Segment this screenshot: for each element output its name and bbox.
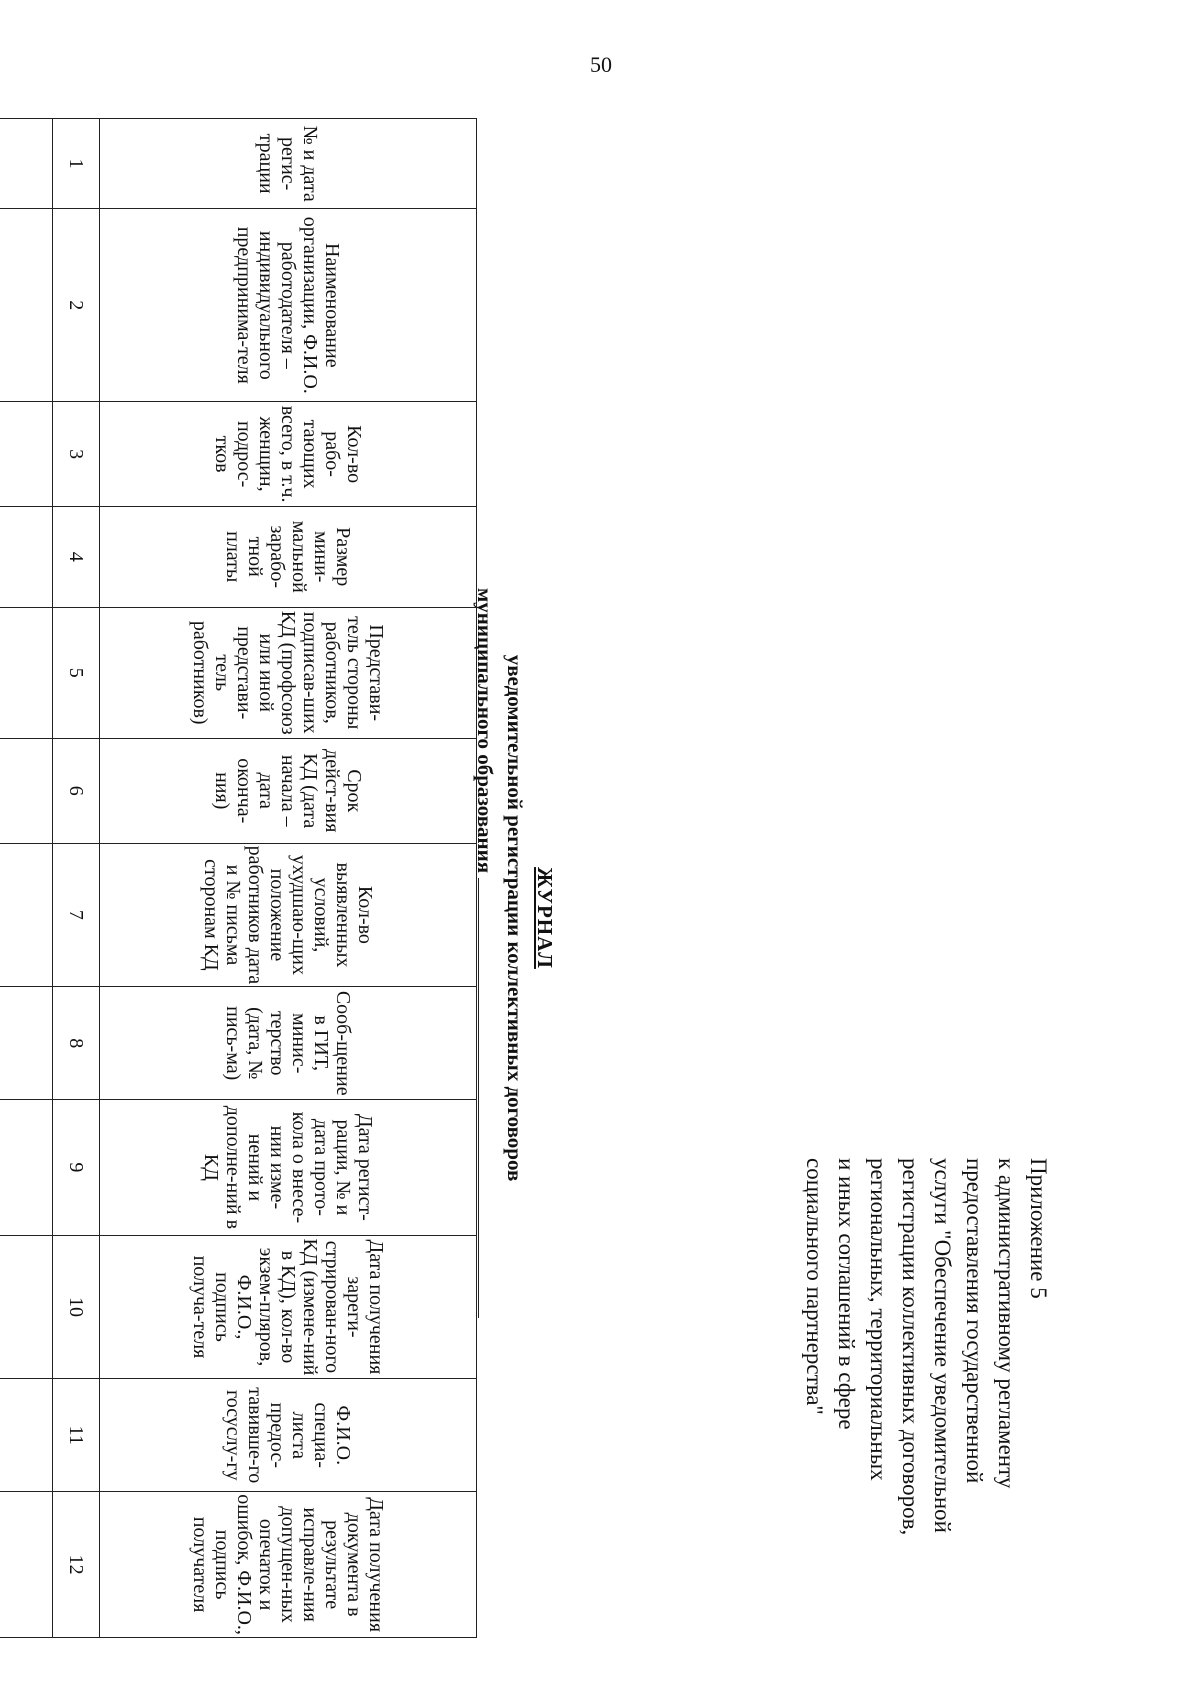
title-heading: ЖУРНАЛ: [533, 867, 557, 969]
page-number: 50: [590, 52, 612, 77]
column-number: 5: [53, 607, 100, 738]
empty-entry-row: [0, 119, 53, 1638]
header-cell: Ф.И.О. специа-листа предос-тавивше-го госуслу-гу: [100, 1379, 477, 1492]
column-number-row: [53, 119, 100, 1638]
header-cell: Сооб-щение в ГИТ, минис-терство (дата, № пись-ма): [100, 987, 477, 1100]
empty-cell: [0, 1492, 53, 1638]
appendix-line: социального партнерства": [802, 1158, 827, 1415]
municipality-blank-line: [478, 878, 499, 1318]
header-cell: Кол-во выявленных условий, ухудшаю-щих положение работников дата и № письма сторонам КД: [100, 843, 477, 987]
column-number: 9: [53, 1100, 100, 1235]
header-cell: Кол-во рабо-тающих всего, в т.ч. женщин, подрос-тков: [100, 402, 477, 507]
journal-title: [470, 418, 560, 1418]
appendix-line: к административному регламенту: [994, 1158, 1019, 1489]
header-cell: Дата получения зареги-стрирован-ного КД (измене-ний в КД), кол-во экзем-пляров, Ф.И.О., подпись получа-теля: [100, 1235, 477, 1379]
column-number: 10: [53, 1235, 100, 1379]
empty-cell: [0, 1235, 53, 1379]
appendix-line: предоставления государственной: [962, 1158, 987, 1484]
header-cell: № и дата регис-трации: [100, 119, 477, 209]
title-subheading: уведомительной регистрации коллективных договоров: [503, 654, 527, 1182]
empty-cell: [0, 1379, 53, 1492]
empty-cell: [0, 402, 53, 507]
rotated-content: [65, 118, 1080, 1638]
empty-cell: [0, 987, 53, 1100]
empty-cell: [0, 506, 53, 607]
header-row: [100, 119, 477, 1638]
header-cell: Срок дейст-вия КД (дата начала – дата оконча-ния): [100, 738, 477, 843]
empty-cell: [0, 119, 53, 209]
empty-cell: [0, 843, 53, 987]
header-cell: Наименование организации, Ф.И.О. работодателя – индивидуального предпринима-теля: [100, 209, 477, 402]
appendix-line: регистрации коллективных договоров,: [898, 1158, 923, 1536]
empty-cell: [0, 738, 53, 843]
column-number: 11: [53, 1379, 100, 1492]
column-number: 4: [53, 506, 100, 607]
column-number: 3: [53, 402, 100, 507]
appendix-line: Приложение 5: [1026, 1158, 1051, 1299]
column-number: 8: [53, 987, 100, 1100]
header-cell: Представи-тель стороны работников, подписав-ших КД (профсоюз или иной представи-тель работников): [100, 607, 477, 738]
header-cell: Размер мини-мальной зарабо-тной платы: [100, 506, 477, 607]
header-cell: Дата регист-рации, № и дата прото-кола о внесе-нии изме-нений и дополне-ний в КД: [100, 1100, 477, 1235]
empty-cell: [0, 1100, 53, 1235]
column-number: 7: [53, 843, 100, 987]
empty-cell: [0, 607, 53, 738]
registration-journal-table: [0, 118, 477, 1638]
appendix-line: и иных соглашений в сфере: [834, 1158, 859, 1430]
empty-cell: [0, 209, 53, 402]
municipality-label: муниципального образования: [473, 588, 497, 874]
column-number: 1: [53, 119, 100, 209]
header-cell: Дата получения документа в результате исправле-ния допущен-ных опечаток и ошибок, Ф.И.О., подпись получателя: [100, 1492, 477, 1638]
column-number: 2: [53, 209, 100, 402]
appendix-line: услуги "Обеспечение уведомительной: [930, 1158, 955, 1533]
appendix-line: региональных, территориальных: [866, 1158, 891, 1481]
column-number: 6: [53, 738, 100, 843]
appendix-note: [798, 1158, 1054, 1618]
column-number: 12: [53, 1492, 100, 1638]
